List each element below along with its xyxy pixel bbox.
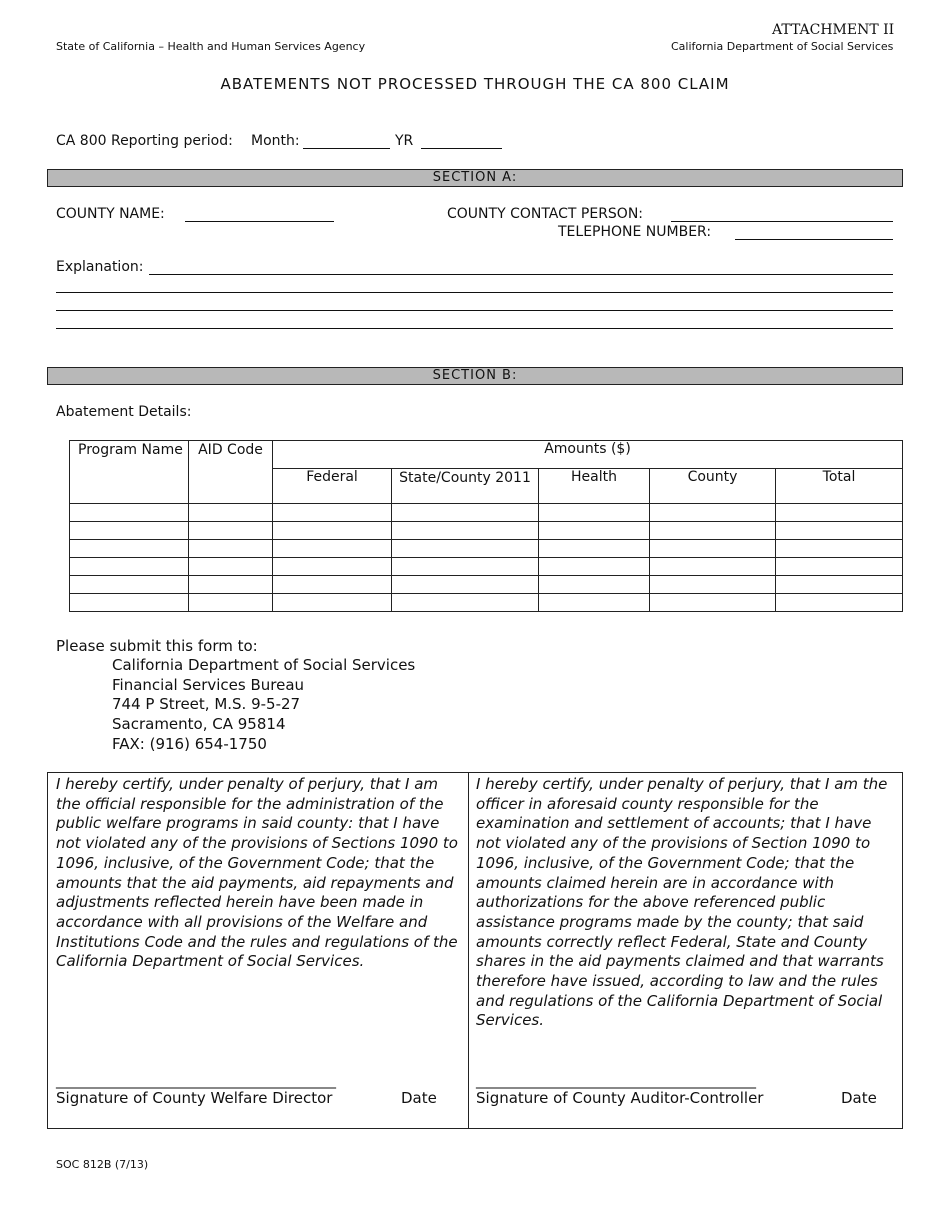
table-cell[interactable] bbox=[776, 558, 903, 576]
col-header-total: Total bbox=[776, 469, 903, 504]
table-cell[interactable] bbox=[273, 540, 392, 558]
submit-address bbox=[112, 656, 415, 755]
agency-name: State of California – Health and Human Services Agency bbox=[56, 40, 366, 53]
auditor-controller-signature-label: Signature of County Auditor-Controller bbox=[476, 1089, 764, 1107]
auditor-controller-date-label: Date bbox=[841, 1089, 877, 1107]
table-cell[interactable] bbox=[539, 522, 650, 540]
table-cell[interactable] bbox=[776, 522, 903, 540]
year-field[interactable] bbox=[421, 148, 502, 149]
table-cell[interactable] bbox=[189, 504, 273, 522]
table-cell[interactable] bbox=[539, 594, 650, 612]
abatement-details-label: Abatement Details: bbox=[56, 404, 192, 420]
table-cell[interactable] bbox=[189, 522, 273, 540]
certification-divider bbox=[468, 773, 469, 1128]
table-cell[interactable] bbox=[273, 522, 392, 540]
col-header-program-name: Program Name bbox=[70, 441, 189, 504]
explanation-line[interactable] bbox=[56, 310, 893, 311]
table-cell[interactable] bbox=[70, 540, 189, 558]
table-row bbox=[70, 594, 903, 612]
table-cell[interactable] bbox=[650, 576, 776, 594]
abatement-details-table bbox=[69, 440, 903, 612]
table-row bbox=[70, 522, 903, 540]
table-cell[interactable] bbox=[776, 576, 903, 594]
department-name: California Department of Social Services bbox=[671, 40, 894, 53]
month-label: Month: bbox=[251, 133, 300, 149]
col-header-health: Health bbox=[539, 469, 650, 504]
address-line: 744 P Street, M.S. 9-5-27 bbox=[112, 695, 301, 714]
submit-intro: Please submit this form to: bbox=[56, 637, 258, 655]
county-name-label: COUNTY NAME: bbox=[56, 206, 165, 222]
table-row bbox=[70, 540, 903, 558]
col-header-state-county: State/County 2011 bbox=[392, 469, 539, 504]
table-cell[interactable] bbox=[392, 522, 539, 540]
table-cell[interactable] bbox=[392, 576, 539, 594]
col-header-county: County bbox=[650, 469, 776, 504]
table-cell[interactable] bbox=[273, 576, 392, 594]
section-b-header: SECTION B: bbox=[47, 367, 903, 385]
address-line: Financial Services Bureau bbox=[112, 675, 305, 694]
table-cell[interactable] bbox=[392, 540, 539, 558]
contact-person-field[interactable] bbox=[671, 221, 893, 222]
welfare-director-signature-line[interactable]: ________________________________________ bbox=[56, 1073, 336, 1089]
address-line: California Department of Social Services bbox=[112, 656, 416, 674]
table-cell[interactable] bbox=[189, 576, 273, 594]
table-cell[interactable] bbox=[650, 594, 776, 612]
section-a-header: SECTION A: bbox=[47, 169, 903, 187]
explanation-line[interactable] bbox=[56, 292, 893, 293]
table-cell[interactable] bbox=[273, 558, 392, 576]
table-cell[interactable] bbox=[539, 576, 650, 594]
table-cell[interactable] bbox=[70, 594, 189, 612]
certification-box bbox=[47, 772, 903, 1129]
reporting-period-label: CA 800 Reporting period: bbox=[56, 133, 233, 149]
table-cell[interactable] bbox=[776, 504, 903, 522]
form-id: SOC 812B (7/13) bbox=[56, 1158, 149, 1171]
table-row bbox=[70, 576, 903, 594]
table-cell[interactable] bbox=[70, 522, 189, 540]
explanation-label: Explanation: bbox=[56, 259, 144, 275]
welfare-director-date-label: Date bbox=[401, 1089, 437, 1107]
table-cell[interactable] bbox=[189, 540, 273, 558]
page-title: ABATEMENTS NOT PROCESSED THROUGH THE CA 800 CLAIM bbox=[220, 75, 730, 93]
explanation-line[interactable] bbox=[149, 274, 893, 275]
attachment-label: ATTACHMENT II bbox=[772, 22, 895, 38]
table-cell[interactable] bbox=[70, 576, 189, 594]
address-line: Sacramento, CA 95814 bbox=[112, 715, 286, 734]
table-cell[interactable] bbox=[650, 522, 776, 540]
col-header-aid-code: AID Code bbox=[189, 441, 273, 504]
contact-person-label: COUNTY CONTACT PERSON: bbox=[447, 206, 644, 222]
table-cell[interactable] bbox=[70, 504, 189, 522]
table-cell[interactable] bbox=[650, 558, 776, 576]
table-cell[interactable] bbox=[776, 540, 903, 558]
col-header-federal: Federal bbox=[273, 469, 392, 504]
telephone-field[interactable] bbox=[735, 239, 893, 240]
auditor-controller-certification: I hereby certify, under penalty of perjury, that I am the officer in aforesaid county responsible for the examination and settlement of accounts; that I have not violated any of the provisions of Section 1090 to 1096, inclusive, of the Government Code; that the amounts claimed herein are in accordance with authorizations for the above referenced public assistance programs made by the county; that said amounts correctly reflect Federal, State and County shares in the aid payments claimed and that warrants therefore have issued, according to law and the rules and regulations of the California Department of Social Services. bbox=[476, 775, 888, 1030]
table-cell[interactable] bbox=[273, 594, 392, 612]
year-label: YR bbox=[395, 133, 414, 149]
table-cell[interactable] bbox=[539, 540, 650, 558]
table-cell[interactable] bbox=[650, 540, 776, 558]
welfare-director-signature-label: Signature of County Welfare Director bbox=[56, 1089, 333, 1107]
explanation-line[interactable] bbox=[56, 328, 893, 329]
table-cell[interactable] bbox=[539, 504, 650, 522]
address-line: FAX: (916) 654-1750 bbox=[112, 734, 267, 753]
table-cell[interactable] bbox=[776, 594, 903, 612]
table-cell[interactable] bbox=[539, 558, 650, 576]
table-cell[interactable] bbox=[189, 594, 273, 612]
table-row bbox=[70, 558, 903, 576]
telephone-label: TELEPHONE NUMBER: bbox=[558, 224, 712, 240]
table-cell[interactable] bbox=[650, 504, 776, 522]
table-cell[interactable] bbox=[392, 504, 539, 522]
month-field[interactable] bbox=[303, 148, 390, 149]
table-row bbox=[70, 504, 903, 522]
table-cell[interactable] bbox=[392, 594, 539, 612]
table-cell[interactable] bbox=[392, 558, 539, 576]
col-header-amounts: Amounts ($) bbox=[273, 441, 903, 469]
table-cell[interactable] bbox=[189, 558, 273, 576]
table-cell[interactable] bbox=[273, 504, 392, 522]
table-cell[interactable] bbox=[70, 558, 189, 576]
welfare-director-certification: I hereby certify, under penalty of perjury, that I am the official responsible for the administration of the public welfare programs in said county: that I have not violated any of the provisions of Sections 1090 to 1096, inclusive, of the Government Code; that the amounts that the aid payments, aid repayments and adjustments reflected herein have been made in accordance with all provisions of the Welfare and Institutions Code and the rules and regulations of the California Department of Social Services. bbox=[56, 775, 458, 971]
county-name-field[interactable] bbox=[185, 221, 334, 222]
auditor-controller-signature-line[interactable]: ________________________________________ bbox=[476, 1073, 756, 1089]
